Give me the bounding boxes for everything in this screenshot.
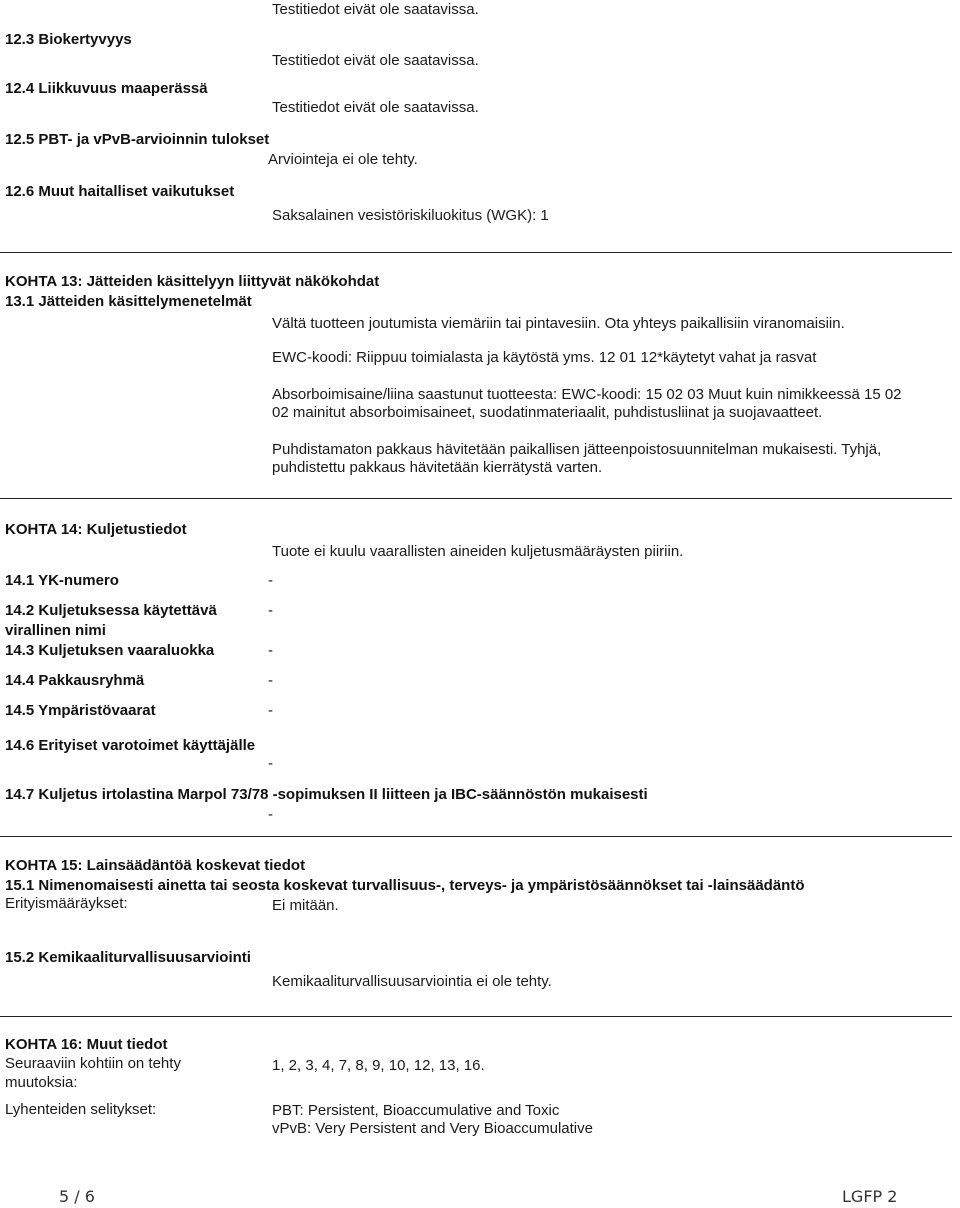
- bioaccumulation-note: Testitiedot eivät ole saatavissa.: [272, 52, 479, 69]
- disposal-paragraph-3-line-2: 02 mainitut absorboimisaineet, suodatinmateriaalit, puhdistusliinat ja suojavaatteet.: [272, 404, 823, 421]
- heading-14-1: 14.1 YK-numero: [5, 572, 119, 589]
- section-15-title: KOHTA 15: Lainsäädäntöä koskevat tiedot: [5, 857, 306, 874]
- heading-12-4: 12.4 Liikkuvuus maaperässä: [5, 80, 208, 97]
- section-13-title: KOHTA 13: Jätteiden käsittelyyn liittyvät näkökohdat: [5, 273, 380, 290]
- heading-14-3: 14.3 Kuljetuksen vaaraluokka: [5, 642, 215, 659]
- value-14-3: -: [268, 642, 273, 659]
- heading-14-2-line-1: 14.2 Kuljetuksessa käytettävä: [5, 602, 217, 619]
- heading-14-7: 14.7 Kuljetus irtolastina Marpol 73/78 -sopimuksen II liitteen ja IBC-säännöstön mukaisesti: [5, 786, 648, 803]
- abbreviation-pbt: PBT: Persistent, Bioaccumulative and Toxic: [272, 1102, 560, 1119]
- heading-12-5: 12.5 PBT- ja vPvB-arvioinnin tulokset: [5, 131, 270, 148]
- wgk-note: Saksalainen vesistöriskiluokitus (WGK): 1: [272, 207, 549, 224]
- abbreviation-vpvb: vPvB: Very Persistent and Very Bioaccumulative: [272, 1120, 593, 1137]
- disposal-paragraph-3-line-1: Absorboimisaine/liina saastunut tuotteesta: EWC-koodi: 15 02 03 Muut kuin nimikkeessä 15 02: [272, 386, 902, 403]
- heading-12-3: 12.3 Biokertyvyys: [5, 31, 132, 48]
- value-14-1: -: [268, 572, 273, 589]
- chemical-safety-note: Kemikaaliturvallisuusarviointia ei ole tehty.: [272, 973, 552, 990]
- abbreviations-label: Lyhenteiden selitykset:: [5, 1101, 157, 1118]
- heading-15-2: 15.2 Kemikaaliturvallisuusarviointi: [5, 949, 251, 966]
- section-divider: [0, 498, 952, 499]
- transport-note: Tuote ei kuulu vaarallisten aineiden kuljetusmääräysten piiriin.: [272, 543, 684, 560]
- mobility-note: Testitiedot eivät ole saatavissa.: [272, 99, 479, 116]
- heading-14-6: 14.6 Erityiset varotoimet käyttäjälle: [5, 737, 256, 754]
- changes-value: 1, 2, 3, 4, 7, 8, 9, 10, 12, 13, 16.: [272, 1057, 485, 1074]
- value-14-7: -: [268, 806, 273, 823]
- section-divider: [0, 252, 952, 253]
- pbt-note: Arviointeja ei ole tehty.: [268, 151, 418, 168]
- value-14-4: -: [268, 672, 273, 689]
- disposal-paragraph-4-line-2: puhdistettu pakkaus hävitetään kierrätystä varten.: [272, 459, 603, 476]
- heading-15-1: 15.1 Nimenomaisesti ainetta tai seosta koskevat turvallisuus-, terveys- ja ympäristösäännökset tai -lainsäädäntö: [5, 877, 805, 894]
- special-regulations-label: Erityismääräykset:: [5, 895, 128, 912]
- heading-12-6: 12.6 Muut haitalliset vaikutukset: [5, 183, 235, 200]
- heading-13-1: 13.1 Jätteiden käsittelymenetelmät: [5, 293, 252, 310]
- special-regulations-value: Ei mitään.: [272, 897, 339, 914]
- section-14-title: KOHTA 14: Kuljetustiedot: [5, 521, 187, 538]
- disposal-paragraph-4-line-1: Puhdistamaton pakkaus hävitetään paikallisen jätteenpoistosuunnitelman mukaisesti. Tyhjä,: [272, 441, 882, 458]
- section-divider: [0, 1016, 952, 1017]
- page-number: 5 / 6: [59, 1187, 95, 1206]
- heading-14-5: 14.5 Ympäristövaarat: [5, 702, 156, 719]
- section-16-title: KOHTA 16: Muut tiedot: [5, 1036, 168, 1053]
- value-14-5: -: [268, 702, 273, 719]
- heading-14-4: 14.4 Pakkausryhmä: [5, 672, 145, 689]
- value-14-6: -: [268, 755, 273, 772]
- disposal-paragraph-2: EWC-koodi: Riippuu toimialasta ja käytöstä yms. 12 01 12*käytetyt vahat ja rasvat: [272, 349, 817, 366]
- ecotox-no-data-note: Testitiedot eivät ole saatavissa.: [272, 1, 479, 18]
- changes-label-line-2: muutoksia:: [5, 1074, 78, 1091]
- heading-14-2-line-2: virallinen nimi: [5, 622, 106, 639]
- document-code: LGFP 2: [842, 1187, 898, 1206]
- changes-label-line-1: Seuraaviin kohtiin on tehty: [5, 1055, 181, 1072]
- value-14-2: -: [268, 602, 273, 619]
- disposal-paragraph-1: Vältä tuotteen joutumista viemäriin tai pintavesiin. Ota yhteys paikallisiin viranomaisiin.: [272, 315, 845, 332]
- section-divider: [0, 836, 952, 837]
